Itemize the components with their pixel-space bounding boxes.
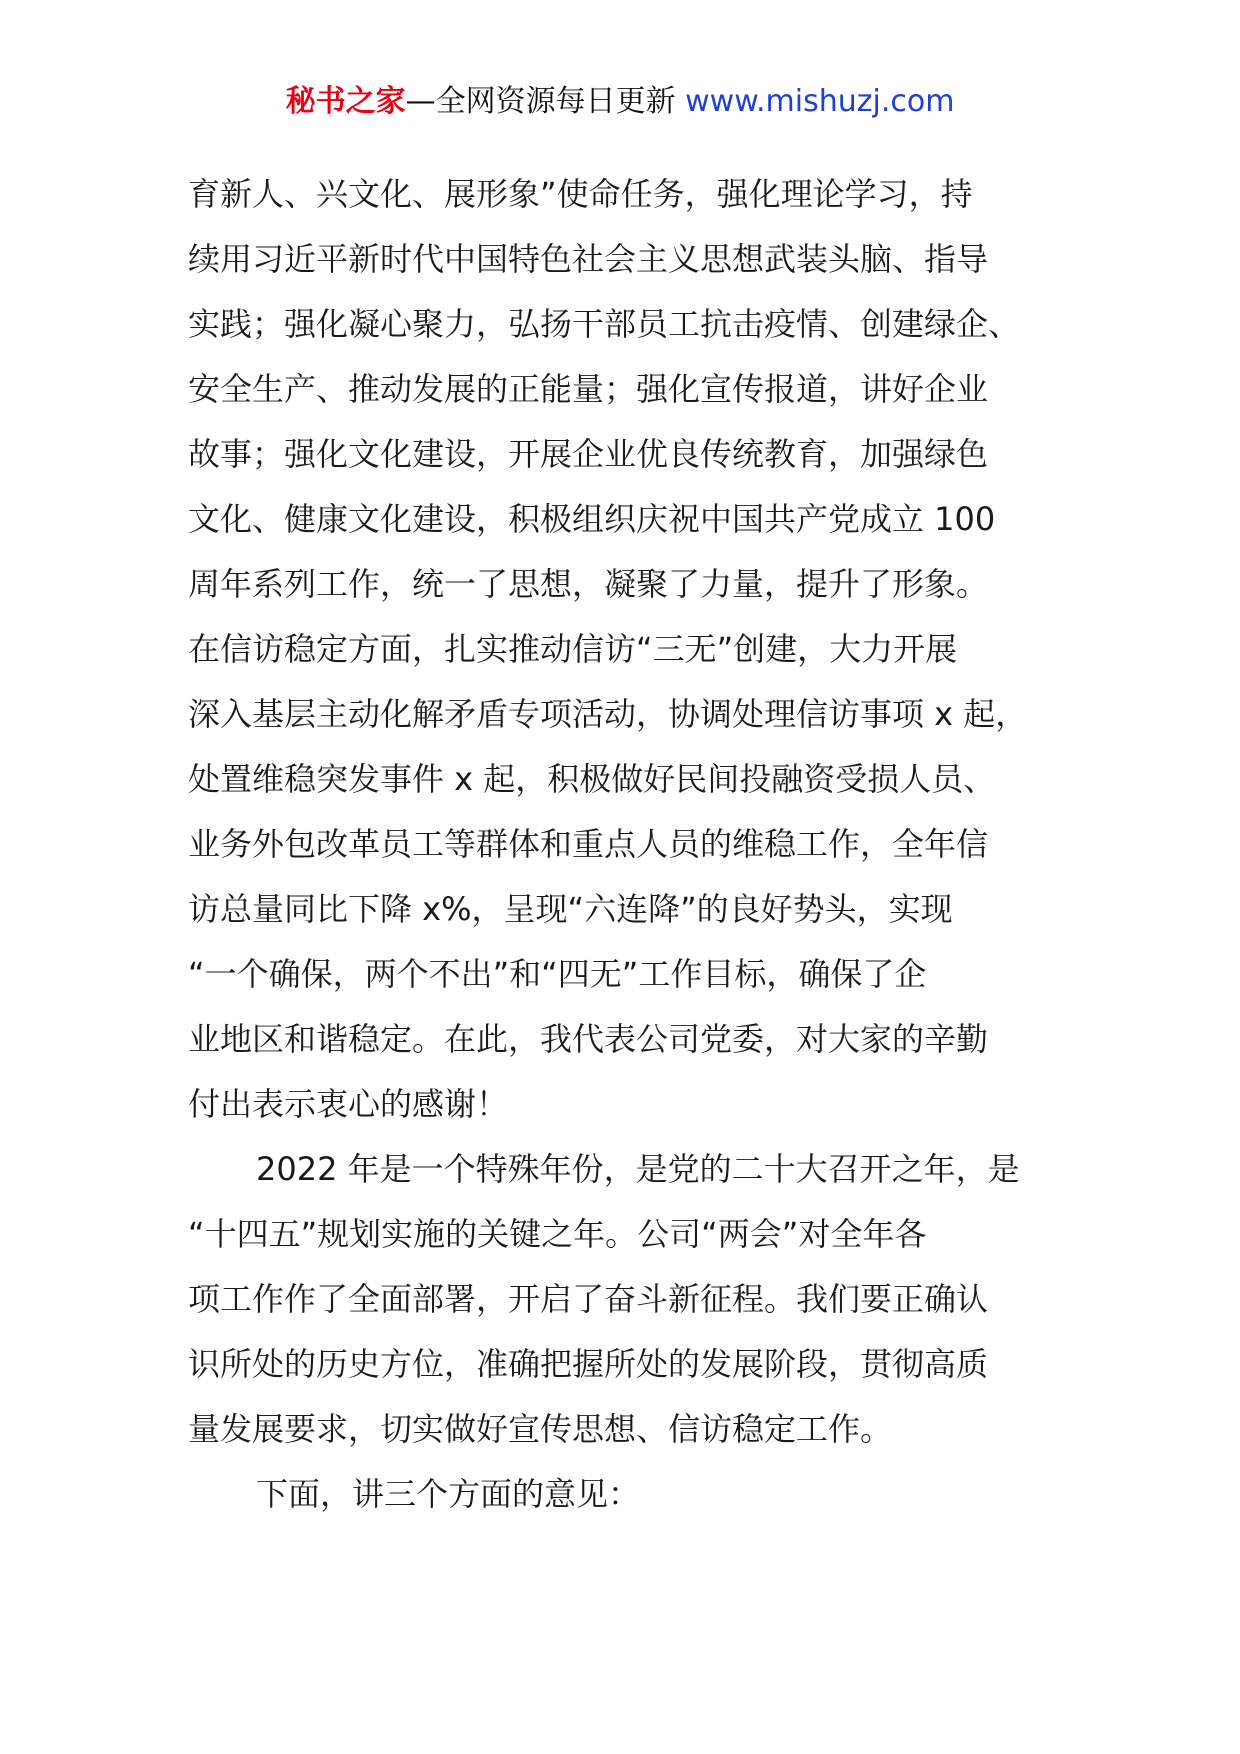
paragraph xyxy=(188,1462,1068,1527)
text-line: 项工作作了全面部署，开启了奋斗新征程。我们要正确认 xyxy=(188,1280,989,1318)
text-line: 付出表示衷心的感谢！ xyxy=(188,1085,509,1123)
text-line: “一个确保，两个不出”和“四无”工作目标，确保了企 xyxy=(188,955,927,993)
text-line: 量发展要求，切实做好宣传思想、信访稳定工作。 xyxy=(188,1410,893,1448)
document-body xyxy=(188,162,1068,1527)
text-line: 处置维稳突发事件 x 起，积极做好民间投融资受损人员、 xyxy=(188,760,996,798)
paragraph xyxy=(188,1137,1068,1462)
page-header xyxy=(0,82,1240,122)
text-line: 育新人、兴文化、展形象”使命任务，强化理论学习，持 xyxy=(188,175,973,213)
text-line: “十四五”规划实施的关键之年。公司“两会”对全年各 xyxy=(188,1215,927,1253)
text-line: 续用习近平新时代中国特色社会主义思想武装头脑、指导 xyxy=(188,240,989,278)
text-line: 安全生产、推动发展的正能量；强化宣传报道，讲好企业 xyxy=(188,370,989,408)
text-line: 周年系列工作，统一了思想，凝聚了力量，提升了形象。 xyxy=(188,565,989,603)
text-line: 访总量同比下降 x%，呈现“六连降”的良好势头，实现 xyxy=(188,890,953,928)
text-line: 深入基层主动化解矛盾专项活动，协调处理信访事项 x 起， xyxy=(188,695,1028,733)
text-line: 识所处的历史方位，准确把握所处的发展阶段，贯彻高质 xyxy=(188,1345,989,1383)
paragraph xyxy=(188,162,1068,1137)
text-line: 2022 年是一个特殊年份，是党的二十大召开之年，是 xyxy=(256,1150,1020,1188)
brand-name: 秘书之家 xyxy=(285,84,406,119)
text-line: 业地区和谐稳定。在此，我代表公司党委，对大家的辛勤 xyxy=(188,1020,989,1058)
text-line: 文化、健康文化建设，积极组织庆祝中国共产党成立 100 xyxy=(188,500,996,538)
website-link[interactable]: www.mishuzj.com xyxy=(685,84,955,119)
text-line: 实践；强化凝心聚力，弘扬干部员工抗击疫情、创建绿企、 xyxy=(188,305,1021,343)
header-slogan: —全网资源每日更新 xyxy=(405,84,676,119)
text-line: 下面，讲三个方面的意见： xyxy=(256,1475,641,1513)
text-line: 在信访稳定方面，扎实推动信访“三无”创建，大力开展 xyxy=(188,630,958,668)
text-line: 业务外包改革员工等群体和重点人员的维稳工作，全年信 xyxy=(188,825,989,863)
text-line: 故事；强化文化建设，开展企业优良传统教育，加强绿色 xyxy=(188,435,989,473)
